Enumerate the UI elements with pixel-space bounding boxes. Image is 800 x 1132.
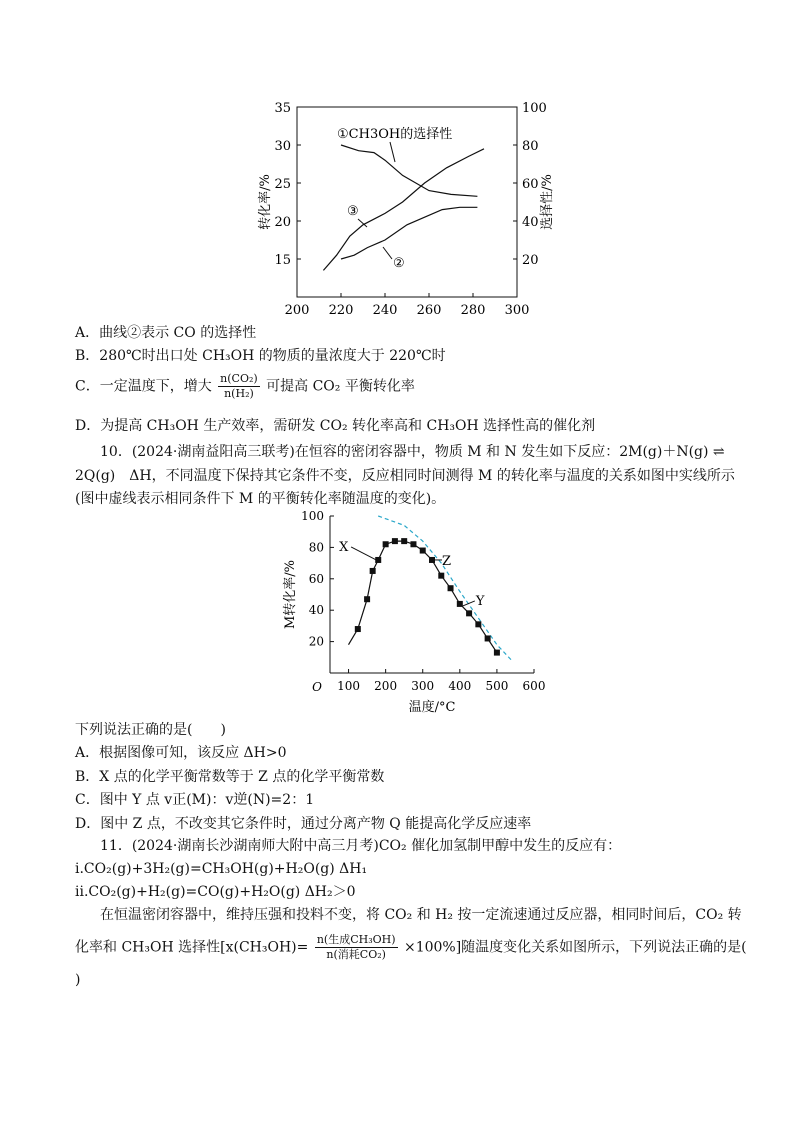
- q9-option-d: D．为提高 CH₃OH 生产效率，需研发 CO₂ 转化率高和 CH₃OH 选择性高的催化剂: [75, 418, 596, 434]
- q10-option-c: C．图中 Y 点 v正(M)：v逆(N)=2：1: [75, 792, 315, 808]
- q9-option-c-prefix: C．一定温度下，增大: [75, 378, 212, 395]
- q10-stem-line2: 2Q(g) ΔH，不同温度下保持其它条件不变，反应相同时间测得 M 的转化率与温度的关系如图中实线所示: [75, 468, 735, 484]
- y-tick-label: 60: [308, 571, 324, 586]
- data-point-marker: [475, 621, 481, 627]
- y-left-tick-label: 20: [274, 215, 291, 230]
- y-tick-label: 100: [301, 509, 324, 523]
- q9-option-a: A．曲线②表示 CO 的选择性: [75, 325, 257, 341]
- y-left-axis-label: 转化率/%: [258, 174, 273, 230]
- x-tick-label: 200: [284, 303, 310, 318]
- y-left-tick-label: 25: [274, 177, 291, 192]
- q11-equation-ii: ii.CO₂(g)+H₂(g)=CO(g)+H₂O(g) ΔH₂＞0: [75, 884, 356, 900]
- y-right-tick-label: 60: [522, 177, 539, 192]
- data-point-marker: [410, 541, 416, 547]
- data-point-marker: [457, 601, 463, 607]
- q11-line5-prefix: 化率和 CH₃OH 选择性[x(CH₃OH)=: [75, 939, 309, 956]
- data-point-marker: [485, 635, 491, 641]
- annotation-point-x: X: [339, 539, 349, 555]
- fraction-denominator: n(H₂): [224, 387, 254, 400]
- q11-stem-line4: 在恒温密闭容器中，维持压强和投料不变，将 CO₂ 和 H₂ 按一定流速通过反应器，相同时间后，CO₂ 转: [100, 907, 742, 923]
- y-left-tick-label: 30: [274, 139, 291, 154]
- q9-option-c-suffix: 可提高 CO₂ 平衡转化率: [266, 378, 415, 395]
- y-right-axis-label: 选择性/%: [540, 174, 555, 230]
- annotation-leader: [383, 247, 392, 259]
- x-tick-label: 260: [416, 303, 442, 318]
- x-tick-label: 200: [374, 679, 398, 693]
- data-point-marker: [355, 626, 361, 632]
- data-point-marker: [401, 538, 407, 544]
- q9-option-b: B．280℃时出口处 CH₃OH 的物质的量浓度大于 220℃时: [75, 348, 446, 364]
- annotation-point-y: Y: [475, 593, 485, 609]
- q10-stem-line3: (图中虚线表示相同条件下 M 的平衡转化率随温度的变化)。: [75, 491, 446, 507]
- y-axis-label: M转化率/%: [283, 559, 298, 630]
- q11-stem-line6: ): [75, 972, 81, 988]
- data-point-marker: [438, 573, 444, 579]
- data-point-marker: [392, 538, 398, 544]
- q11-equation-i: i.CO₂(g)+3H₂(g)=CH₃OH(g)+H₂O(g) ΔH₁: [75, 861, 368, 877]
- annotation-point-z: Z: [442, 553, 452, 569]
- series-solid-conversion: [349, 541, 497, 653]
- x-tick-label: 600: [522, 679, 546, 693]
- q10-option-b: B．X 点的化学平衡常数等于 Z 点的化学平衡常数: [75, 769, 385, 785]
- x-tick-label: 280: [460, 303, 486, 318]
- q10-option-d: D．图中 Z 点，不改变其它条件时，通过分离产物 Q 能提高化学反应速率: [75, 816, 532, 832]
- data-point-marker: [370, 568, 376, 574]
- annotation-curve-3: ③: [347, 204, 359, 219]
- x-axis-label: 温度/°C: [408, 700, 456, 715]
- chart-m-conversion-temperature: [275, 508, 565, 716]
- y-left-tick-label: 15: [274, 253, 291, 268]
- chart-conversion-selectivity: [255, 95, 555, 320]
- y-tick-label: 80: [308, 540, 324, 555]
- y-left-tick-label: 35: [274, 101, 291, 116]
- q9-option-c: [75, 372, 415, 401]
- annotation-leader: [463, 601, 475, 606]
- x-tick-label: 240: [372, 303, 398, 318]
- y-right-tick-label: 20: [522, 253, 539, 268]
- q10-stem-line1: 10．(2024·湖南益阳高三联考)在恒容的密闭容器中，物质 M 和 N 发生如下反应：2M(g)＋N(g) ⇌: [100, 444, 725, 460]
- fraction-numerator: n(生成CH₃OH): [316, 933, 396, 946]
- y-tick-label: 40: [308, 603, 324, 618]
- x-tick-label: 300: [411, 679, 435, 693]
- data-point-marker: [494, 650, 500, 656]
- data-point-marker: [448, 585, 454, 591]
- y-right-tick-label: 100: [522, 101, 547, 116]
- q11-stem-line1: 11．(2024·湖南长沙湖南师大附中高三月考)CO₂ 催化加氢制甲醇中发生的反应有：: [100, 838, 622, 854]
- annotation-ch3oh-selectivity: ①CH3OH的选择性: [337, 127, 453, 142]
- series-dashed-equilibrium: [378, 516, 512, 660]
- origin-label: O: [312, 680, 322, 694]
- x-tick-label: 500: [485, 679, 509, 693]
- data-point-marker: [364, 596, 370, 602]
- q11-stem-line5: [75, 933, 747, 962]
- x-tick-label: 300: [504, 303, 530, 318]
- q9-option-c-fraction: [218, 372, 260, 401]
- x-tick-label: 100: [337, 679, 360, 693]
- data-point-marker: [383, 541, 389, 547]
- series-line-1: [341, 145, 477, 196]
- data-point-marker: [466, 610, 472, 616]
- fraction-denominator: n(消耗CO₂): [326, 948, 386, 961]
- fraction-numerator: n(CO₂): [220, 372, 258, 385]
- q11-selectivity-fraction: [315, 933, 398, 962]
- q10-prompt: 下列说法正确的是( ): [75, 722, 226, 738]
- q11-line5-suffix: ×100%]随温度变化关系如图所示，下列说法正确的是(: [403, 939, 747, 956]
- annotation-leader: [390, 142, 395, 162]
- data-point-marker: [420, 548, 426, 554]
- annotation-curve-2: ②: [393, 256, 405, 271]
- x-tick-label: 400: [448, 679, 472, 693]
- x-tick-label: 220: [328, 303, 354, 318]
- q10-option-a: A．根据图像可知，该反应 ΔH>0: [75, 745, 287, 761]
- y-right-tick-label: 40: [522, 215, 539, 230]
- y-right-tick-label: 80: [522, 139, 539, 154]
- annotation-leader: [351, 547, 376, 560]
- series-line-3: [341, 207, 477, 259]
- y-tick-label: 20: [308, 634, 324, 649]
